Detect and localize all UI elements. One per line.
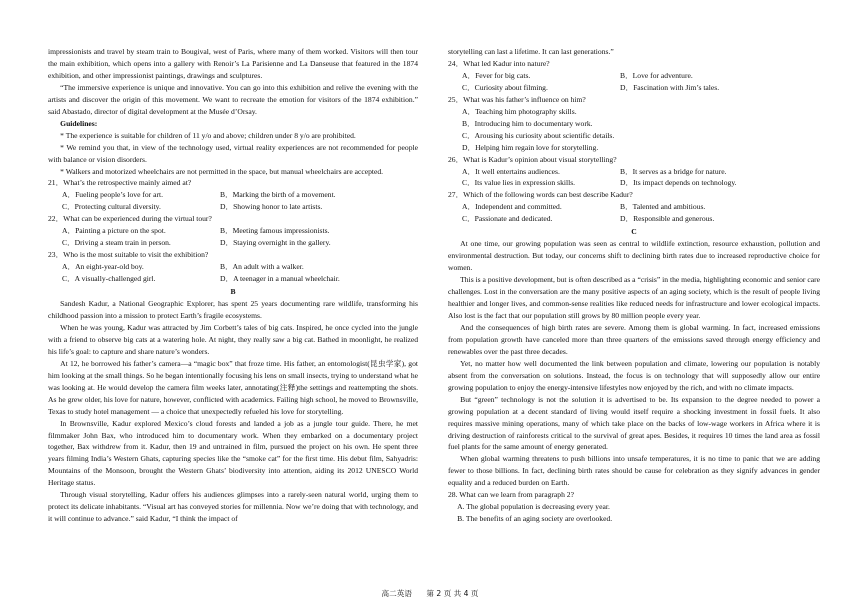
passage-b-paragraph: When he was young, Kadur was attracted by Jim Corbett’s tales of big cats. Inspired, he once cycled into the jungle with a friend to observe big cats at a watering hole. At night, they really saw a big cat. Bathed in moonlight, he realized his life’s goal: to capture and share nature’s wonders. — [48, 322, 418, 356]
guideline-item: * Walkers and motorized wheelchairs are not permitted in the space, but manual wheelchairs are accepted. — [60, 166, 384, 176]
section-heading: C — [631, 227, 637, 237]
option-d: D．Responsible and generous. — [620, 214, 715, 224]
passage-c-paragraph: And the consequences of high birth rates are severe. Among them is global warming. In fact, increased emissions from population growth have canceled more than three quarters of the emissions saved through energy efficiency and renewables over the past three decades. — [448, 322, 820, 356]
passage-c-paragraph: This is a positive development, but is often described as a “crisis” in the media, highlighting economic and senior care challenges. Lost in the conversation are the many positive aspects of an aging society, which is the result of people living healthier and longer lives, and common-sense realities like reduced needs for infrastructure and lower ecological impacts. Also lost is the fact that our population still grows by 80 million people every year. — [448, 275, 820, 320]
option-d: D．Helping him regain love for storytelling. — [462, 142, 599, 152]
question-stem: 27．Which of the following words can best describe Kadur? — [448, 190, 633, 200]
option-d: D．A teenager in a manual wheelchair. — [220, 274, 340, 284]
question-options — [448, 82, 820, 94]
guidelines-title: Guidelines: — [60, 118, 98, 128]
option-b: B．Meeting famous impressionists. — [220, 226, 330, 236]
option-a: A．An eight-year-old boy. — [62, 262, 144, 272]
option-c: C．Curiosity about filming. — [462, 82, 548, 92]
guideline-item: * We remind you that, in view of the technology used, virtual reality experiences are not recommended for people with balance or vision disorders. — [48, 142, 418, 164]
option-b: B．Introducing him to documentary work. — [462, 118, 593, 128]
question-stem: 22．What can be experienced during the virtual tour? — [48, 214, 212, 224]
option-d: D．Fascination with Jim’s tales. — [620, 82, 720, 92]
footer-subject: 高二英语 — [381, 589, 412, 598]
question-stem: 24．What led Kadur into nature? — [448, 58, 550, 68]
guideline-item: * The experience is suitable for children of 11 y/o and above; children under 8 y/o are prohibited. — [60, 130, 356, 140]
option-a: A．It well entertains audiences. — [462, 166, 560, 176]
question-stem: 25．What was his father’s influence on him? — [448, 94, 586, 104]
passage-a-paragraph: impressionists and travel by steam train to Bougival, west of Paris, where many of them worked. Visitors will then tour the main exhibition, which opens into a gallery with Renoir’s La Parisienne and La Danseuse that featured in the 1874 exhibition, and other impressionist paintings, drawings and sculptures. — [48, 47, 418, 80]
question-options — [48, 261, 418, 273]
option-d: D．Staying overnight in the gallery. — [220, 238, 331, 248]
option-c: C．Arousing his curiosity about scientific details. — [462, 130, 615, 140]
passage-c-paragraph: When global warming threatens to push billions into unsafe temperatures, it is no time to panic that we are adding fewer to those billions. In fact, declining birth rates should be cause for celebration as they signify advances in gender equality and a reduced burden on Earth. — [448, 454, 820, 488]
option-b: B．Marking the birth of a movement. — [220, 190, 336, 200]
option-b: B．An adult with a walker. — [220, 262, 304, 272]
passage-b-paragraph: Sandesh Kadur, a National Geographic Explorer, has spent 25 years documenting rare wildlife, transforming his childhood passion into a mission to protect Earth’s fragile ecosystems. — [48, 299, 418, 320]
option-d: D．Its impact depends on technology. — [620, 178, 737, 188]
left-column — [48, 46, 418, 525]
option-b: B．It serves as a bridge for nature. — [620, 166, 727, 176]
question-stem: 23．Who is the most suitable to visit the exhibition? — [48, 250, 209, 260]
option-a: A. The global population is decreasing every year. — [457, 502, 610, 512]
option-a: A．Independent and committed. — [462, 202, 562, 212]
passage-c-paragraph: Yet, no matter how well documented the link between population and climate, lowering our population is notably absent from the conversation on solutions. Instead, the focus is on technology that will supposedly allow our entire growing population to enjoy the energy-intensive lifestyles now enjoyed by the rich, and with no climate impacts. — [448, 358, 820, 392]
question-options — [48, 201, 418, 213]
question-options — [48, 189, 418, 201]
passage-c-paragraph: At one time, our growing population was seen as central to wildlife extinction, resource exhaustion, pollution and environmental destruction. But today, our concerns shift to declining birth rates due to increased reproductive choice for women. — [448, 239, 820, 273]
option-d: D．Showing honor to late artists. — [220, 202, 323, 212]
passage-b-paragraph: Through visual storytelling, Kadur offers his audiences glimpses into a rarely-seen natural world, urging them to protect its delicate inhabitants. “Visual art has conveyed stories for millennia. Now we’re doing that with technology, and it will continue to advance.” said Kadur, “I think the impact of — [48, 490, 418, 524]
question-options — [48, 237, 418, 249]
option-b: B．Talented and ambitious. — [620, 202, 706, 212]
option-a: A．Fueling people’s love for art. — [62, 190, 164, 200]
option-b: B．Love for adventure. — [620, 70, 693, 80]
option-c: C．Passionate and dedicated. — [462, 214, 553, 224]
question-stem: 26．What is Kadur’s opinion about visual storytelling? — [448, 154, 617, 164]
question-options — [48, 225, 418, 237]
question-stem: 28. What can we learn from paragraph 2? — [448, 490, 574, 500]
passage-a-paragraph: “The immersive experience is unique and innovative. You can go into this exhibition and relive the evening with the artists and discover the origin of this movement. We want to recreate the emotion for visitors of the 1874 exhibition.” said Abastado, director of digital development at the Musée d’Orsay. — [48, 82, 418, 116]
page-footer — [0, 588, 860, 599]
option-a: A．Fever for big cats. — [462, 70, 531, 80]
question-options — [448, 70, 820, 82]
option-a: A．Painting a picture on the spot. — [62, 226, 166, 236]
question-stem: 21．What’s the retrospective mainly aimed at? — [48, 178, 192, 188]
passage-b-paragraph: At 12, he borrowed his father’s camera—a “magic box” that froze time. His father, an entomologist(昆虫学家), got him looking at the small things. So he began intentionally focusing his lens on small insects, trying to understand what he was looking at. He would develop the camera film weeks later, annotating(注释)the settings and reattempting the shots. As he grew older, his love for nature, however, conflicted with academics. Failing high school, he moved to Brownsville, Texas to study hotel management — a choice that unexpectedly refueled his love for storytelling. — [48, 358, 418, 416]
question-options — [448, 213, 820, 225]
option-a: A．Teaching him photography skills. — [462, 106, 577, 116]
option-c: C．Its value lies in expression skills. — [462, 178, 576, 188]
right-column — [448, 46, 820, 525]
question-options — [448, 201, 820, 213]
question-options — [448, 166, 820, 178]
option-c: C．Protecting cultural diversity. — [62, 202, 161, 212]
option-c: C．Driving a steam train in person. — [62, 238, 171, 248]
passage-b-continuation: storytelling can last a lifetime. It can last generations.” — [448, 47, 614, 56]
option-c: C．A visually-challenged girl. — [62, 274, 156, 284]
option-b: B. The benefits of an aging society are overlooked. — [457, 514, 613, 524]
question-options — [48, 273, 418, 285]
footer-page-number: 第 2 页 共 4 页 — [426, 589, 479, 598]
passage-c-paragraph: But “green” technology is not the solution it is advertised to be. Its expansion to the degree needed to power a growing population at a decent standard of living would itself require a shocking investment in fossil fuels. It also requires massive mining operations, many of which take place on the backs of low-wage workers in Africa where it is driving destruction of rainforests critical to the survival of great apes. Besides, it requires 10 times the land area as fossil fuel plants for the same amount of energy generated. — [448, 394, 820, 452]
section-heading: B — [230, 287, 236, 297]
question-options — [448, 177, 820, 189]
passage-b-paragraph: In Brownsville, Kadur explored Mexico’s cloud forests and landed a job as a jungle tour guide. There, he met filmmaker John Bax, who introduced him to documentary work. When they embarked on a documentary project together, Bax withdrew from it. Kadur, then 19 and untrained in film, pursued the project on his own. He spent three years filming India’s Western Ghats, capturing species like the “smoke cat” for the first time. His debut film, Sahyadris: Mountains of the Monsoon, brought the Western Ghats’ biodiversity into attention, aiding its 2012 UNESCO World Heritage status. — [48, 418, 418, 488]
